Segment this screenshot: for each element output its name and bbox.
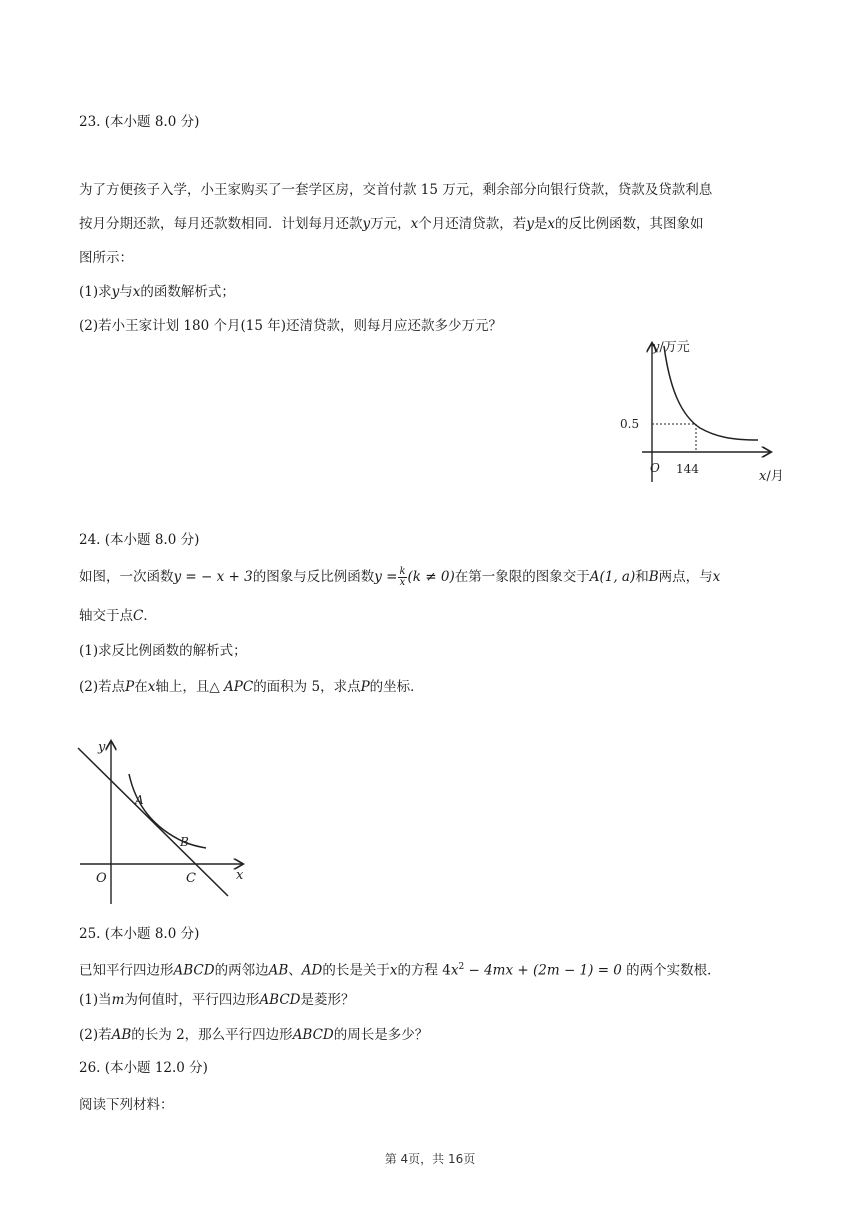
x-tick-label: 144	[676, 462, 699, 476]
q24-text: 轴交于点	[79, 608, 133, 624]
side-ab: AB	[268, 962, 289, 979]
q24-text: 的图象与反比例函数	[252, 569, 375, 585]
q24-text: 的面积为 5，求点	[253, 679, 361, 695]
q24-paragraph-line-1	[79, 567, 720, 588]
q24-subquestion-2	[79, 677, 424, 697]
point-a-coord: A(1, a)	[589, 569, 636, 585]
parallelogram-name: ABCD	[173, 962, 215, 979]
origin-label: O	[96, 871, 107, 886]
q25-subquestion-2	[79, 1025, 428, 1045]
q23-text: 的函数解析式；	[140, 284, 235, 300]
q23-text: 个月还清贷款，若	[418, 216, 527, 232]
q24-text: ．	[143, 608, 157, 624]
q23-text: (1)求	[79, 284, 112, 300]
equation-part: − 4mx + (2m − 1) = 0	[464, 962, 622, 979]
q23-subquestion-1	[79, 282, 235, 302]
q25-text: 、	[288, 962, 302, 979]
fraction-denominator: x	[399, 577, 406, 588]
y-axis-label: y	[98, 740, 106, 755]
q25-text: 的两个实数根．	[621, 962, 721, 979]
q25-text: 的两邻边	[214, 962, 269, 979]
point-b: B	[648, 569, 659, 585]
var-x: x	[410, 216, 419, 232]
point-p: P	[125, 679, 135, 695]
var-y: y	[362, 216, 371, 232]
point-c-label: C	[186, 871, 196, 886]
q25-text: 是菱形？	[300, 992, 355, 1008]
y-tick-label: 0.5	[620, 417, 640, 431]
q23-header: 23. (本小题 8.0 分)	[79, 114, 200, 130]
page-number-footer: 第 4页，共 16页	[384, 1152, 476, 1166]
linear-function: y = − x + 3	[173, 569, 253, 585]
q25-text: (2)若	[79, 1027, 112, 1043]
var-y: y	[111, 284, 120, 300]
q25-paragraph-line-1	[79, 957, 721, 981]
q24-text: 在第一象限的图象交于	[454, 569, 590, 585]
q24-text: 两点，与	[658, 569, 713, 585]
var-x: x	[712, 569, 721, 585]
x-axis-label: x/月	[759, 469, 784, 484]
q24-text: 的坐标．	[369, 679, 424, 695]
q24-paragraph-line-2	[79, 606, 157, 626]
side-ad: AD	[301, 962, 323, 979]
q23-subquestion-2: (2)若小王家计划 180 个月(15 年)还清贷款，则每月应还款多少万元？	[79, 318, 502, 334]
q26-paragraph-line-1: 阅读下列材料：	[79, 1097, 174, 1113]
origin-label: O	[650, 461, 660, 475]
q24-text: 轴上，且	[155, 679, 210, 695]
var-y: y	[526, 216, 534, 232]
q24-header: 24. (本小题 8.0 分)	[79, 532, 200, 548]
point-p: P	[360, 679, 370, 695]
q24-text: 如图，一次函数	[79, 569, 174, 585]
q25-subquestion-1	[79, 990, 355, 1010]
q23-text: 万元，	[370, 216, 411, 232]
q24-text: 和	[635, 569, 649, 585]
inverse-curve	[664, 346, 758, 440]
parallelogram-name: ABCD	[259, 992, 301, 1008]
q25-header: 25. (本小题 8.0 分)	[79, 926, 200, 942]
exponent: 2	[458, 962, 465, 972]
q23-paragraph-line-1: 为了方便孩子入学，小王家购买了一套学区房，交首付款 15 万元，剩余部分向银行贷款，贷款及贷款利息	[79, 182, 713, 198]
fraction-k-over-x	[398, 567, 406, 588]
x-axis-label: x	[236, 868, 244, 883]
inverse-function-lhs: y =	[374, 569, 398, 585]
var-x: x	[547, 216, 556, 232]
q23-text: 按月分期还款，每月还款数相同．计划每月还款	[79, 216, 363, 232]
q25-text: 已知平行四边形	[79, 962, 174, 979]
q23-inverse-function-graph	[610, 336, 800, 488]
q23-text: 的反比例函数，其图象如	[555, 216, 704, 232]
var-x: x	[389, 962, 398, 979]
q25-text: 的长为 2，那么平行四边形	[131, 1027, 293, 1043]
q24-text: 在	[134, 679, 148, 695]
equation-part: 的方程 4	[397, 962, 451, 979]
y-axis-label: y/万元	[652, 340, 690, 355]
var-x: x	[132, 284, 141, 300]
point-a-label: A	[135, 793, 144, 807]
q24-function-graph	[76, 734, 252, 906]
triangle-apc: △ APC	[209, 679, 254, 695]
q24-text: (2)若点	[79, 679, 126, 695]
q25-text: 的周长是多少？	[333, 1027, 429, 1043]
fraction-numerator: k	[399, 566, 406, 577]
q23-paragraph-line-3: 图所示：	[79, 250, 133, 266]
condition-k: (k ≠ 0)	[407, 569, 455, 585]
equation-var-x: x	[450, 962, 459, 979]
q23-text: 与	[119, 284, 133, 300]
q23-paragraph-line-2	[79, 214, 704, 234]
parallelogram-name: ABCD	[292, 1027, 334, 1043]
q25-text: 为何值时，平行四边形	[124, 992, 260, 1008]
q25-text: (1)当	[79, 992, 112, 1008]
point-c: C	[133, 608, 144, 624]
q25-text: 的长是关于	[322, 962, 390, 979]
q24-subquestion-1: (1)求反比例函数的解析式；	[79, 643, 247, 659]
var-m: m	[111, 992, 125, 1008]
var-x: x	[147, 679, 156, 695]
q23-text: 是	[533, 216, 548, 232]
side-ab: AB	[111, 1027, 132, 1043]
q26-header: 26. (本小题 12.0 分)	[79, 1060, 208, 1076]
point-b-label: B	[180, 835, 189, 849]
